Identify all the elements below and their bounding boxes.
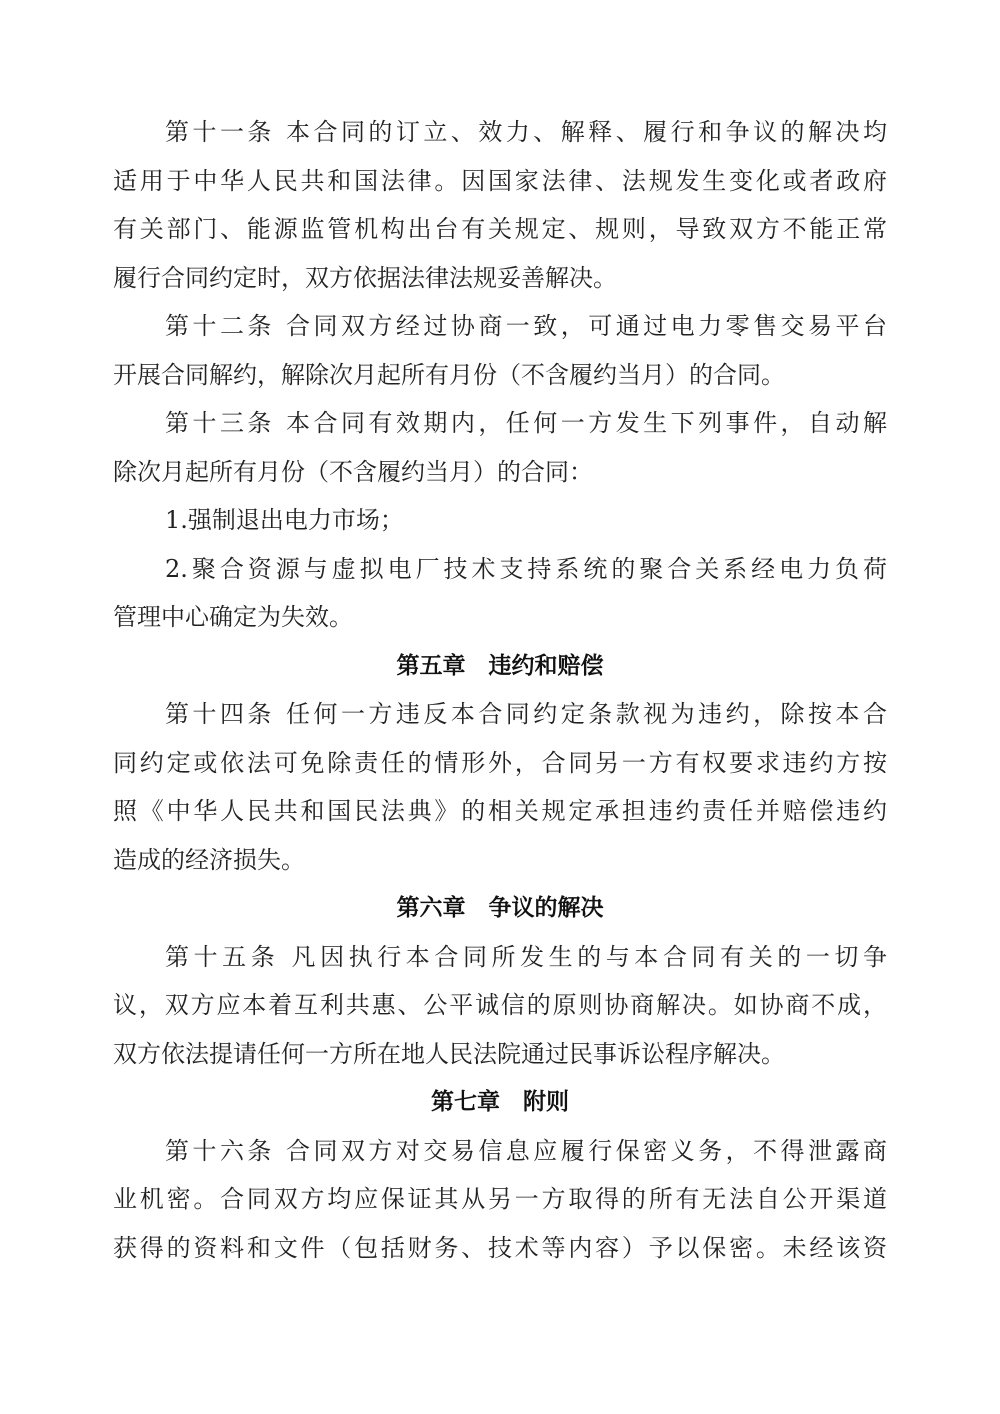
- article-14-line-4: 造成的经济损失。: [113, 846, 305, 874]
- article-11-line-3: 有关部门、能源监管机构出台有关规定、规则，导致双方不能正常: [113, 215, 887, 243]
- chapter-6-heading: 第六章 争议的解决: [396, 895, 604, 921]
- article-14-line-3: 照《中华人民共和国民法典》的相关规定承担违约责任并赔偿违约: [113, 797, 887, 825]
- article-13-item-2-line-2: 管理中心确定为失效。: [113, 603, 353, 631]
- article-16-line-3: 获得的资料和文件（包括财务、技术等内容）予以保密。未经该资: [113, 1234, 887, 1262]
- article-14-line-1: 第十四条 任何一方违反本合同约定条款视为违约，除按本合: [165, 700, 887, 728]
- article-11-line-4: 履行合同约定时，双方依据法律法规妥善解决。: [113, 264, 617, 292]
- article-12-line-2: 开展合同解约，解除次月起所有月份（不含履约当月）的合同。: [113, 361, 785, 389]
- article-13-item-2-line-1: 2.聚合资源与虚拟电厂技术支持系统的聚合关系经电力负荷: [165, 555, 887, 583]
- article-13-line-2: 除次月起所有月份（不含履约当月）的合同：: [113, 458, 593, 486]
- article-15-line-3: 双方依法提请任何一方所在地人民法院通过民事诉讼程序解决。: [113, 1040, 785, 1068]
- article-15-line-2: 议，双方应本着互利共惠、公平诚信的原则协商解决。如协商不成，: [113, 991, 887, 1019]
- article-14-line-2: 同约定或依法可免除责任的情形外，合同另一方有权要求违约方按: [113, 749, 887, 777]
- article-12-line-1: 第十二条 合同双方经过协商一致，可通过电力零售交易平台: [165, 312, 887, 340]
- article-13-line-1: 第十三条 本合同有效期内，任何一方发生下列事件，自动解: [165, 409, 887, 437]
- chapter-5-heading: 第五章 违约和赔偿: [396, 653, 604, 679]
- article-16-line-2: 业机密。合同双方均应保证其从另一方取得的所有无法自公开渠道: [113, 1185, 887, 1213]
- article-16-line-1: 第十六条 合同双方对交易信息应履行保密义务，不得泄露商: [165, 1137, 887, 1165]
- article-11-line-2: 适用于中华人民共和国法律。因国家法律、法规发生变化或者政府: [113, 167, 887, 195]
- article-13-item-1: 1.强制退出电力市场；: [165, 506, 404, 534]
- article-11-line-1: 第十一条 本合同的订立、效力、解释、履行和争议的解决均: [165, 118, 887, 146]
- article-15-line-1: 第十五条 凡因执行本合同所发生的与本合同有关的一切争: [165, 943, 887, 971]
- chapter-7-heading: 第七章 附则: [431, 1089, 569, 1115]
